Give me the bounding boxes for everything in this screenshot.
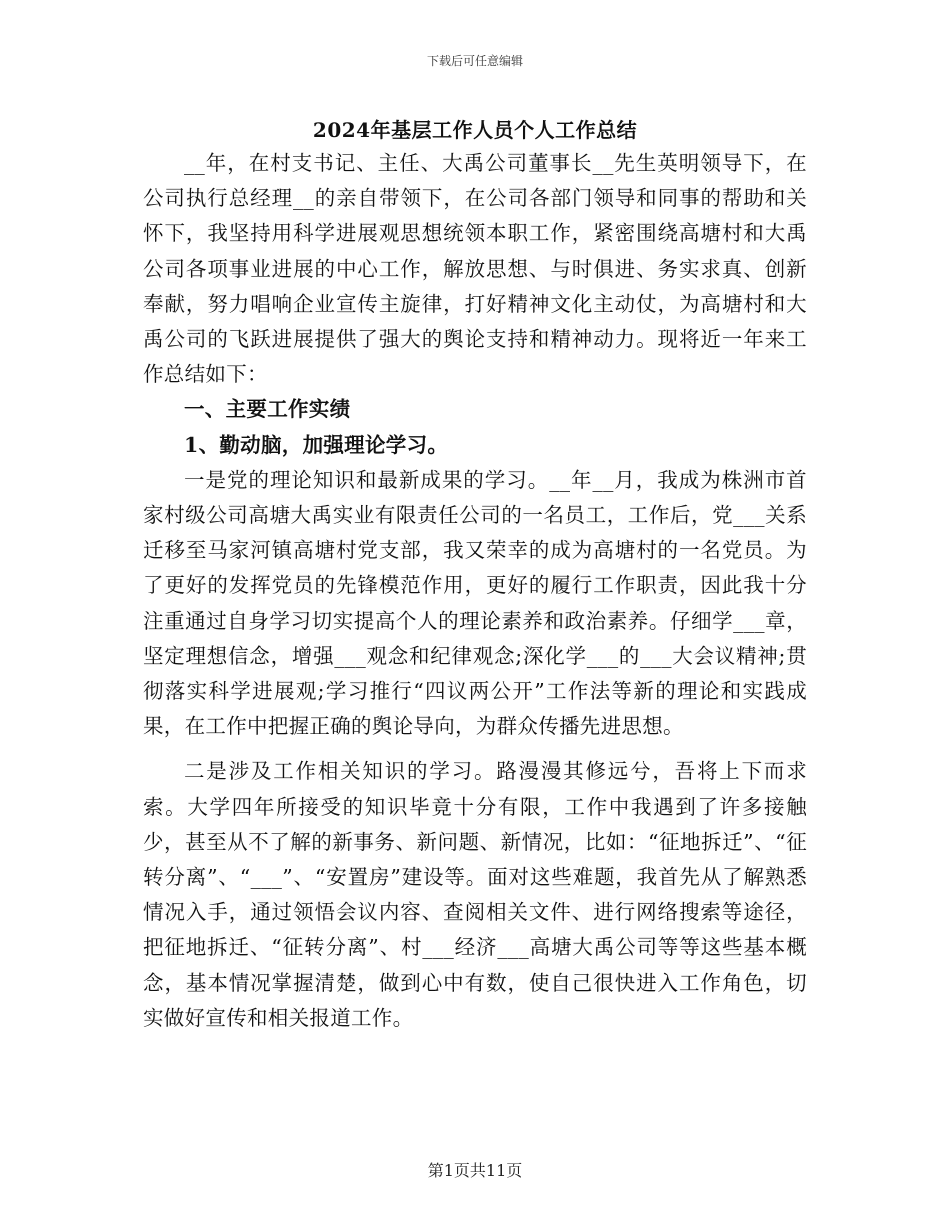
paragraph-party-theory: 一是党的理论知识和最新成果的学习。__年__月，我成为株洲市首家村级公司高塘大禹实业有限责任公司的一名员工，工作后，党___关系迁移至马家河镇高塘村党支部，我又荣幸的成为高塘村的一名党员。为了更好的发挥党员的先锋模范作用，更好的履行工作职责，因此我十分注重通过自身学习切实提高个人的理论素养和政治素养。仔细学___章，坚定理想信念，增强___观念和纪律观念;深化学___的___大会议精神;贯彻落实科学进展观;学习推行“四议两公开”工作法等新的理论和实践成果，在工作中把握正确的舆论导向，为群众传播先进思想。 [143, 467, 807, 739]
paragraph-work-knowledge: 二是涉及工作相关知识的学习。路漫漫其修远兮，吾将上下而求索。大学四年所接受的知识毕竟十分有限，工作中我遇到了许多接触少，甚至从不了解的新事务、新问题、新情况，比如：“征地拆迁”、“征转分离”、“___”、“安置房”建设等。面对这些难题，我首先从了解熟悉情况入手，通过领悟会议内容、查阅相关文件、进行网络搜索等途径，把征地拆迁、“征转分离”、村___经济___高塘大禹公司等等这些基本概念，基本情况掌握清楚，做到心中有数，使自己很快进入工作角色，切实做好宣传和相关报道工作。 [143, 759, 807, 1030]
header-note: 下载后可任意编辑 [426, 54, 523, 68]
document-body [143, 146, 807, 1036]
page-number-footer: 第1页共11页 [427, 1161, 523, 1180]
section-heading-main-achievements: 一、主要工作实绩 [184, 397, 351, 422]
paragraph-intro: __年，在村支书记、主任、大禹公司董事长__先生英明领导下，在公司执行总经理__的亲自带领下，在公司各部门领导和同事的帮助和关怀下，我坚持用科学进展观思想统领本职工作，紧密围绕高塘村和大禹公司各项事业进展的中心工作，解放思想、与时俱进、务实求真、创新奉献，努力唱响企业宣传主旋律，打好精神文化主动仗，为高塘村和大禹公司的飞跃进展提供了强大的舆论支持和精神动力。现将近一年来工作总结如下： [143, 151, 807, 387]
subsection-heading-theory-study: 1、勤动脑，加强理论学习。 [184, 432, 449, 457]
document-title: 2024年基层工作人员个人工作总结 [312, 118, 638, 142]
